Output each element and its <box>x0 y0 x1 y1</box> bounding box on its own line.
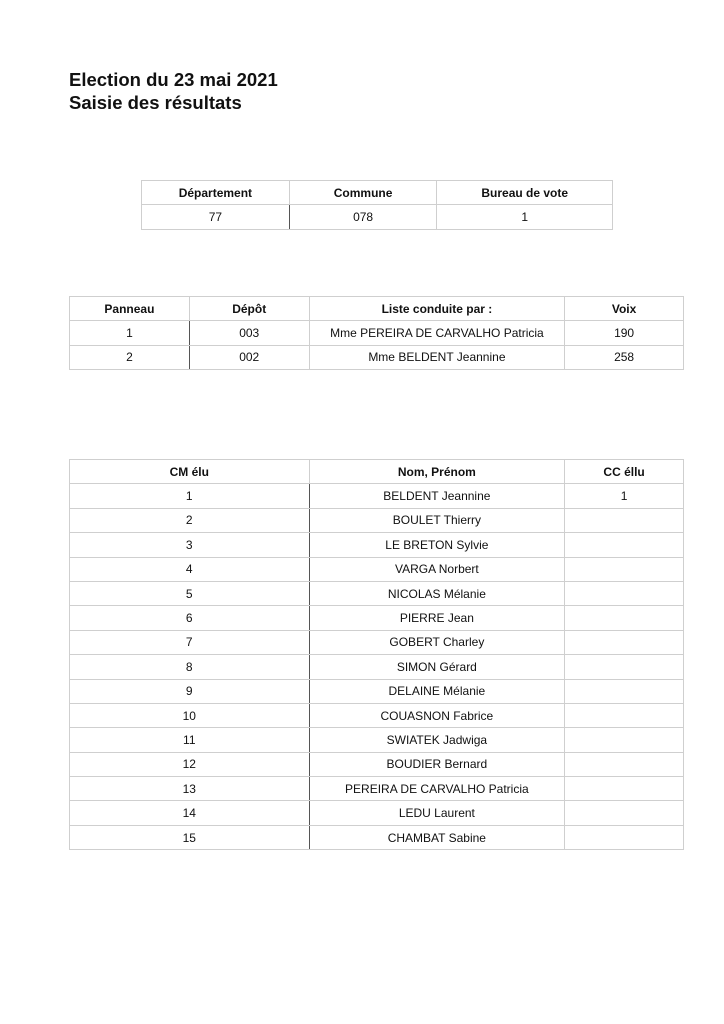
cell-nom-prenom: SIMON Gérard <box>309 655 565 679</box>
table-header-row <box>70 460 684 484</box>
cell-cm-elu: 6 <box>70 606 310 630</box>
cell-nom-prenom: NICOLAS Mélanie <box>309 581 565 605</box>
table-row <box>70 655 684 679</box>
cell-depot: 003 <box>189 321 309 345</box>
table-row <box>70 728 684 752</box>
cell-nom-prenom: BELDENT Jeannine <box>309 484 565 508</box>
header-liste: Liste conduite par : <box>309 297 565 321</box>
cell-nom-prenom: COUASNON Fabrice <box>309 703 565 727</box>
cell-cc-elu <box>565 557 684 581</box>
cell-nom-prenom: BOULET Thierry <box>309 508 565 532</box>
table-row <box>70 752 684 776</box>
cell-cm-elu: 2 <box>70 508 310 532</box>
table-row <box>70 825 684 849</box>
cell-cc-elu <box>565 581 684 605</box>
cell-panneau: 2 <box>70 345 190 369</box>
cell-nom-prenom: PIERRE Jean <box>309 606 565 630</box>
cell-cc-elu <box>565 825 684 849</box>
header-cm-elu: CM élu <box>70 460 310 484</box>
cell-cm-elu: 13 <box>70 777 310 801</box>
table-header-row <box>142 181 613 205</box>
lists-table <box>69 296 684 370</box>
cell-cm-elu: 12 <box>70 752 310 776</box>
table-header-row <box>70 297 684 321</box>
cell-commune: 078 <box>289 205 437 229</box>
cell-depot: 002 <box>189 345 309 369</box>
elected-table-body <box>70 484 684 850</box>
cell-cc-elu: 1 <box>565 484 684 508</box>
cell-nom-prenom: LE BRETON Sylvie <box>309 533 565 557</box>
table-row <box>70 679 684 703</box>
table-row <box>142 205 613 229</box>
cell-cc-elu <box>565 606 684 630</box>
cell-cc-elu <box>565 630 684 654</box>
cell-cc-elu <box>565 801 684 825</box>
cell-nom-prenom: DELAINE Mélanie <box>309 679 565 703</box>
cell-cc-elu <box>565 752 684 776</box>
table-row <box>70 345 684 369</box>
cell-cc-elu <box>565 655 684 679</box>
cell-departement: 77 <box>142 205 290 229</box>
cell-cm-elu: 10 <box>70 703 310 727</box>
cell-nom-prenom: SWIATEK Jadwiga <box>309 728 565 752</box>
cell-nom-prenom: CHAMBAT Sabine <box>309 825 565 849</box>
header-bureau-de-vote: Bureau de vote <box>437 181 613 205</box>
table-row <box>70 508 684 532</box>
header-voix: Voix <box>565 297 684 321</box>
cell-cm-elu: 1 <box>70 484 310 508</box>
page-title <box>69 68 278 114</box>
header-departement: Département <box>142 181 290 205</box>
cell-cm-elu: 14 <box>70 801 310 825</box>
cell-cm-elu: 15 <box>70 825 310 849</box>
cell-cm-elu: 11 <box>70 728 310 752</box>
cell-cc-elu <box>565 777 684 801</box>
cell-cm-elu: 3 <box>70 533 310 557</box>
cell-cm-elu: 9 <box>70 679 310 703</box>
table-row <box>70 581 684 605</box>
cell-cm-elu: 4 <box>70 557 310 581</box>
cell-panneau: 1 <box>70 321 190 345</box>
table-row <box>70 703 684 727</box>
location-table <box>141 180 613 230</box>
header-panneau: Panneau <box>70 297 190 321</box>
header-nom-prenom: Nom, Prénom <box>309 460 565 484</box>
table-row <box>70 557 684 581</box>
cell-nom-prenom: GOBERT Charley <box>309 630 565 654</box>
title-line-2: Saisie des résultats <box>69 92 242 113</box>
cell-cm-elu: 7 <box>70 630 310 654</box>
cell-nom-prenom: VARGA Norbert <box>309 557 565 581</box>
cell-voix: 190 <box>565 321 684 345</box>
cell-cc-elu <box>565 533 684 557</box>
cell-cc-elu <box>565 508 684 532</box>
table-row <box>70 801 684 825</box>
cell-liste: Mme PEREIRA DE CARVALHO Patricia <box>309 321 565 345</box>
header-commune: Commune <box>289 181 437 205</box>
table-row <box>70 484 684 508</box>
header-depot: Dépôt <box>189 297 309 321</box>
cell-nom-prenom: PEREIRA DE CARVALHO Patricia <box>309 777 565 801</box>
cell-liste: Mme BELDENT Jeannine <box>309 345 565 369</box>
table-row <box>70 606 684 630</box>
table-row <box>70 777 684 801</box>
cell-cc-elu <box>565 728 684 752</box>
header-cc-elu: CC éllu <box>565 460 684 484</box>
elected-table <box>69 459 684 850</box>
cell-voix: 258 <box>565 345 684 369</box>
cell-cc-elu <box>565 703 684 727</box>
cell-nom-prenom: BOUDIER Bernard <box>309 752 565 776</box>
cell-nom-prenom: LEDU Laurent <box>309 801 565 825</box>
table-row <box>70 533 684 557</box>
cell-cc-elu <box>565 679 684 703</box>
table-row <box>70 630 684 654</box>
cell-cm-elu: 8 <box>70 655 310 679</box>
cell-cm-elu: 5 <box>70 581 310 605</box>
cell-bureau-de-vote: 1 <box>437 205 613 229</box>
table-row <box>70 321 684 345</box>
title-line-1: Election du 23 mai 2021 <box>69 69 278 90</box>
